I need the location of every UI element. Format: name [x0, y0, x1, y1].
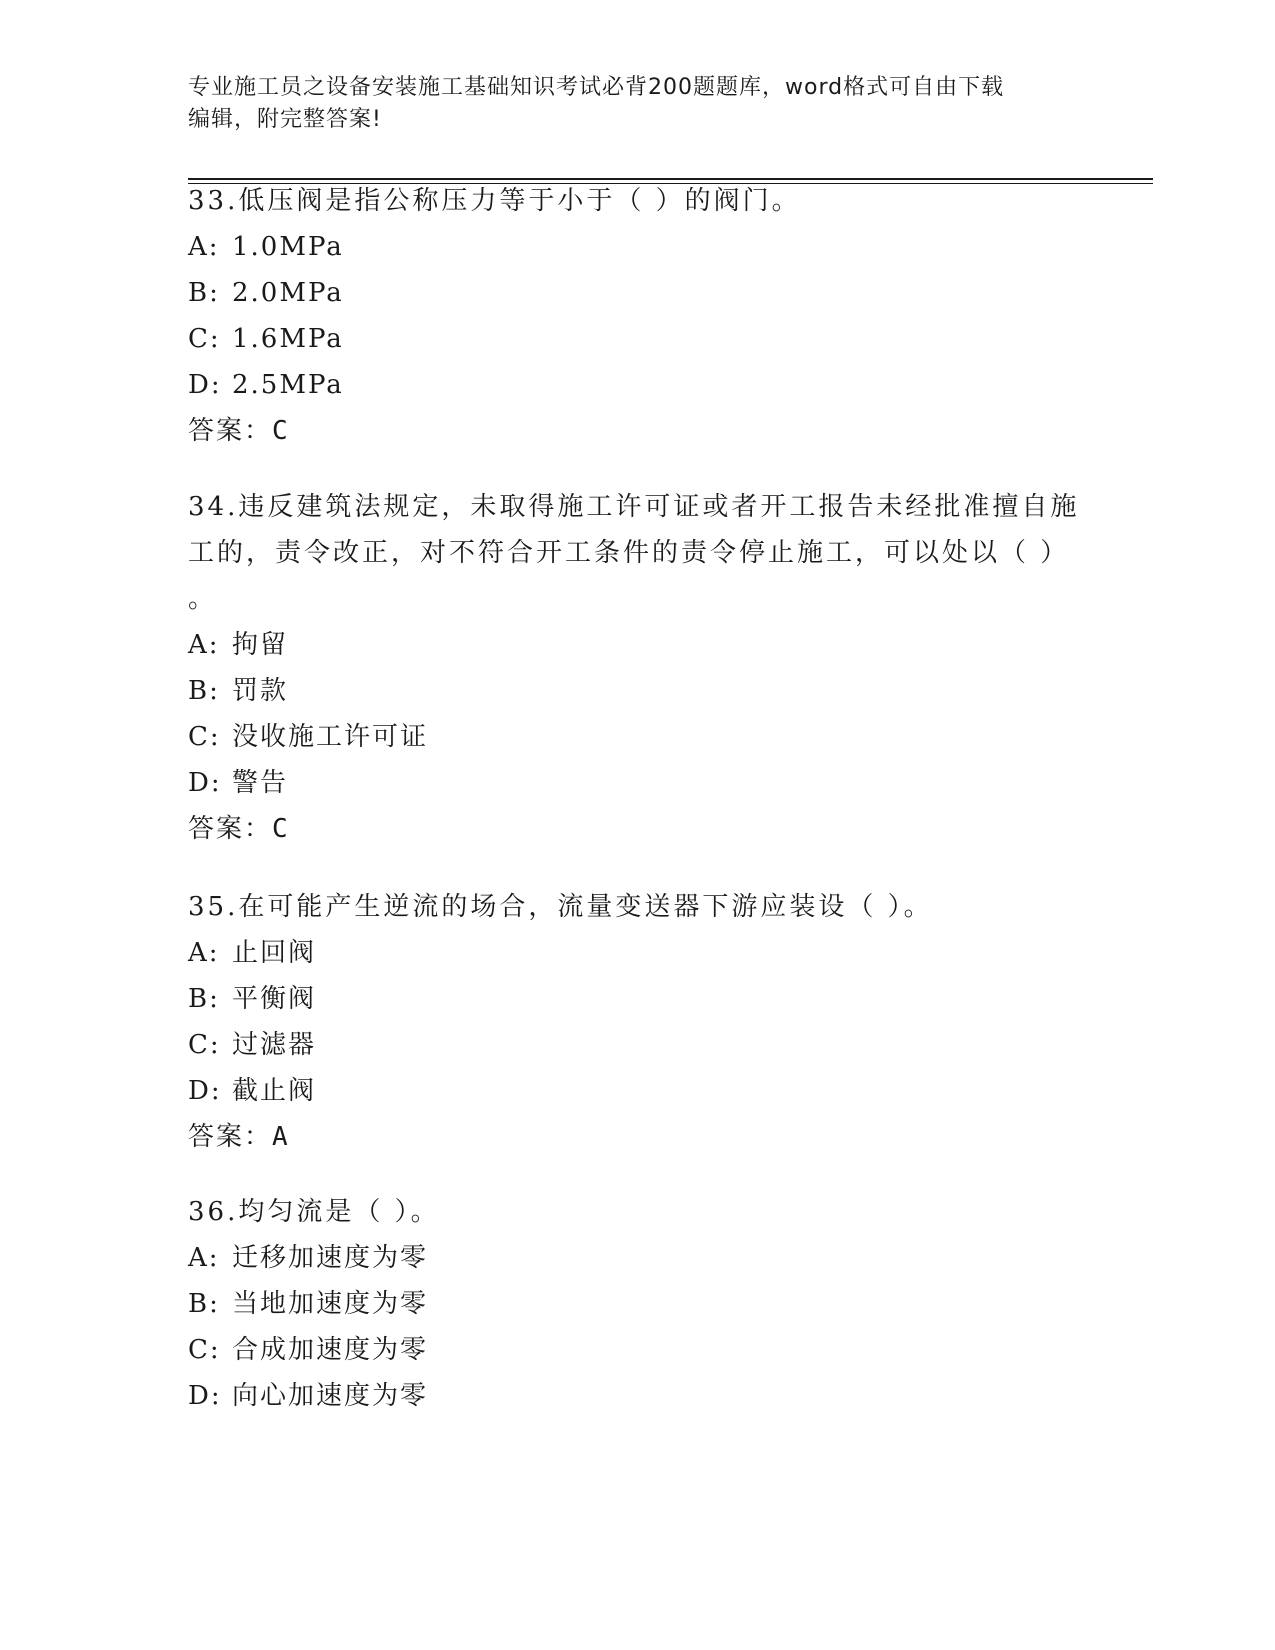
- answer-line: [188, 806, 1088, 852]
- option-letter: D:: [188, 1381, 222, 1411]
- option-letter: A:: [188, 938, 220, 968]
- option-letter: D:: [188, 1076, 222, 1106]
- option-text: 止回阀: [232, 938, 317, 968]
- option-letter: B:: [188, 1289, 220, 1319]
- option-letter: C:: [188, 1335, 221, 1365]
- document-header: [188, 72, 1088, 136]
- option-text: 罚款: [232, 676, 289, 706]
- option-d: [188, 1068, 1088, 1114]
- option-text: 1.0MPa: [232, 232, 344, 262]
- option-a: [188, 622, 1088, 668]
- option-b: [188, 976, 1088, 1022]
- option-c: [188, 1022, 1088, 1068]
- question-text: 35.在可能产生逆流的场合，流量变送器下游应装设（ ）。: [188, 892, 933, 922]
- answer-line: [188, 408, 1088, 454]
- option-letter: B:: [188, 278, 220, 308]
- option-b: [188, 668, 1088, 714]
- option-letter: A:: [188, 630, 220, 660]
- question-33: [188, 178, 1088, 454]
- option-letter: C:: [188, 722, 221, 752]
- option-letter: B:: [188, 676, 220, 706]
- option-a: [188, 930, 1088, 976]
- answer-value: C: [272, 814, 290, 844]
- option-letter: D:: [188, 768, 222, 798]
- option-b: [188, 270, 1088, 316]
- option-text: 截止阀: [232, 1076, 317, 1106]
- option-text: 当地加速度为零: [232, 1289, 429, 1319]
- option-text: 警告: [232, 768, 289, 798]
- option-d: [188, 760, 1088, 806]
- question-text-line-1: 34.违反建筑法规定，未取得施工许可证或者开工报告未经批准擅自施: [188, 492, 1080, 522]
- option-text: 迁移加速度为零: [232, 1243, 429, 1273]
- option-letter: A:: [188, 232, 220, 262]
- option-a: [188, 224, 1088, 270]
- option-text: 拘留: [232, 630, 289, 660]
- answer-label: 答案：: [188, 814, 273, 844]
- option-b: [188, 1281, 1088, 1327]
- option-text: 2.5MPa: [232, 370, 344, 400]
- question-35: [188, 884, 1088, 1160]
- option-text: 没收施工许可证: [232, 722, 429, 752]
- option-c: [188, 1327, 1088, 1373]
- option-text: 平衡阀: [232, 984, 317, 1014]
- option-c: [188, 714, 1088, 760]
- question-36: [188, 1189, 1088, 1419]
- option-d: [188, 1373, 1088, 1419]
- answer-value: C: [272, 416, 290, 446]
- option-text: 2.0MPa: [232, 278, 344, 308]
- option-text: 向心加速度为零: [232, 1381, 429, 1411]
- option-letter: A:: [188, 1243, 220, 1273]
- option-text: 1.6MPa: [232, 324, 344, 354]
- question-text: 33.低压阀是指公称压力等于小于（ ）的阀门。: [188, 186, 801, 216]
- option-letter: C:: [188, 324, 221, 354]
- option-d: [188, 362, 1088, 408]
- option-text: 合成加速度为零: [232, 1335, 429, 1365]
- option-text: 过滤器: [232, 1030, 317, 1060]
- option-letter: C:: [188, 1030, 221, 1060]
- question-34: [188, 484, 1088, 852]
- answer-line: [188, 1114, 1088, 1160]
- answer-value: A: [272, 1122, 290, 1152]
- answer-label: 答案：: [188, 416, 273, 446]
- question-text-line-3: 。: [188, 584, 218, 614]
- option-letter: B:: [188, 984, 220, 1014]
- answer-label: 答案：: [188, 1122, 273, 1152]
- option-letter: D:: [188, 370, 222, 400]
- question-text-line-2: 工的，责令改正，对不符合开工条件的责令停止施工，可以处以（ ）: [188, 538, 1070, 568]
- header-line-1: 专业施工员之设备安装施工基础知识考试必背200题题库，word格式可自由下载: [188, 75, 1005, 100]
- option-a: [188, 1235, 1088, 1281]
- header-line-2: 编辑，附完整答案!: [188, 107, 382, 132]
- question-text: 36.均匀流是（ ）。: [188, 1197, 440, 1227]
- option-c: [188, 316, 1088, 362]
